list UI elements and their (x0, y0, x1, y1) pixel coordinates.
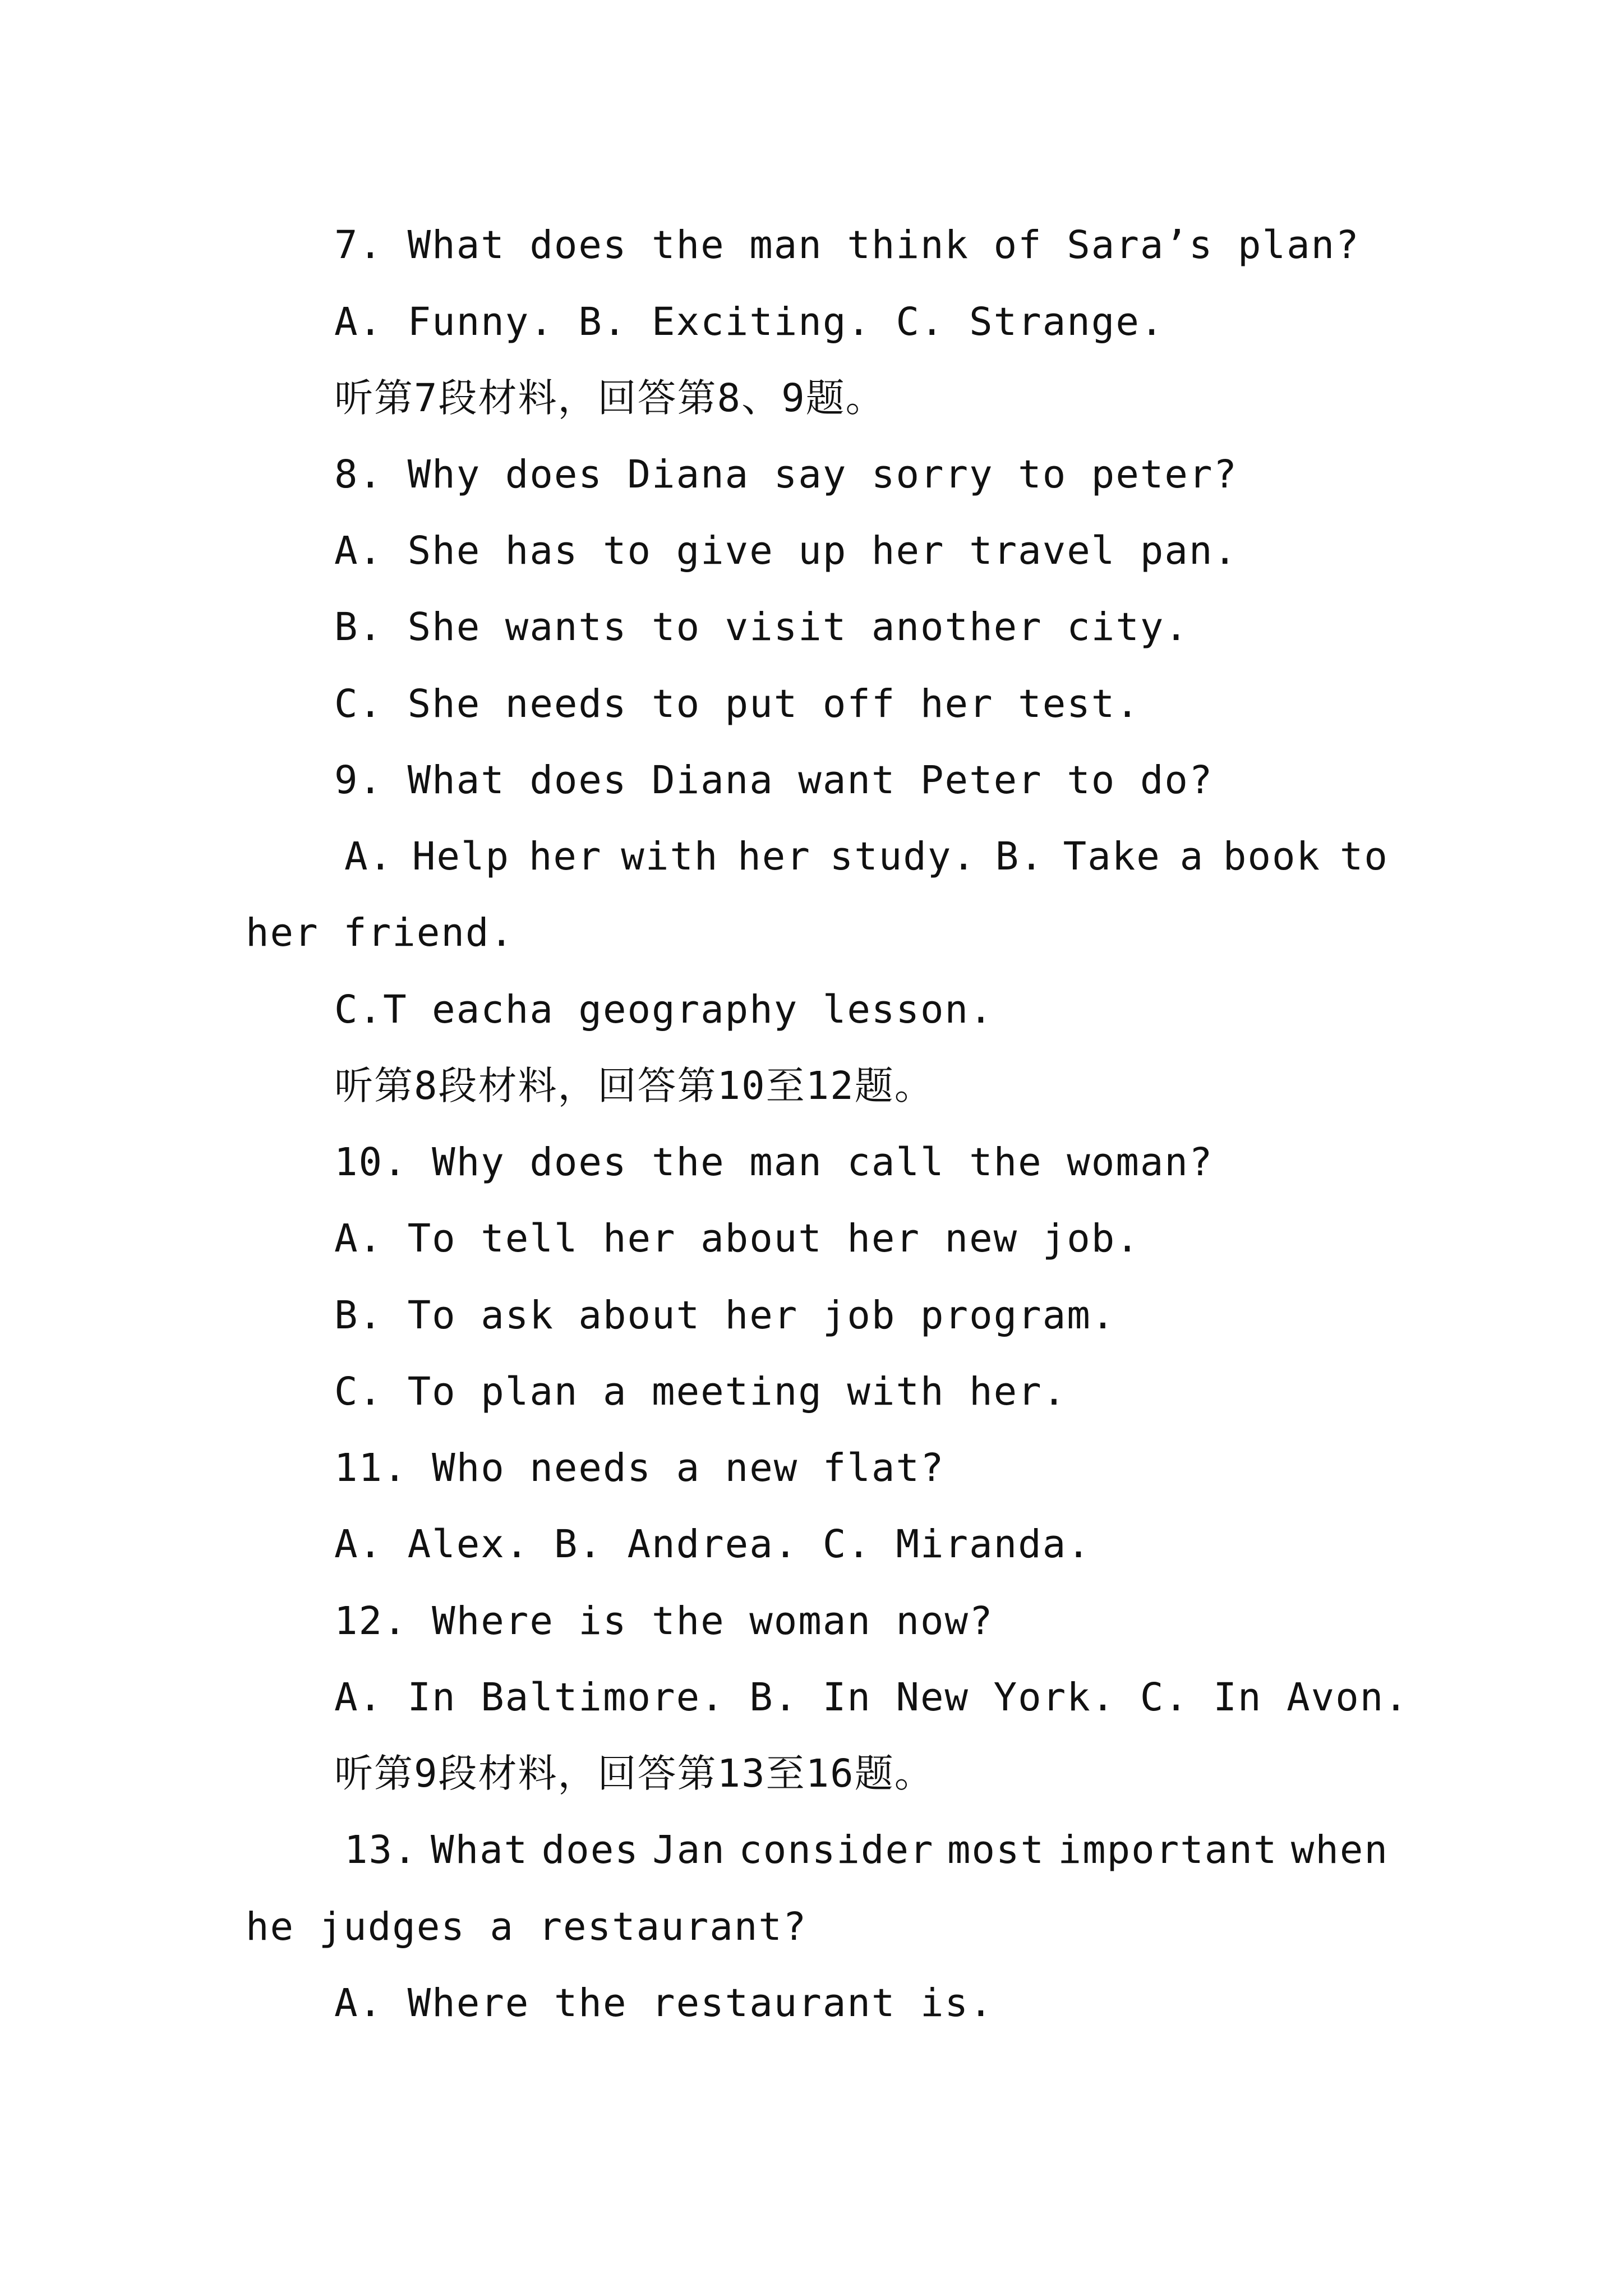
question-13-continued: he judges a restaurant? (246, 1904, 808, 1949)
justified-word: B. (995, 834, 1044, 879)
question-9-options-ab-continued: her friend. (246, 910, 514, 955)
justified-word: with (621, 834, 719, 879)
question-10-option-a: A. To tell her about her new job. (334, 1216, 1140, 1261)
section-8-instruction: 听第8段材料，回答第10至12题。 (334, 1064, 934, 1108)
question-7: 7. What does the man think of Sara’s plan? (334, 223, 1360, 268)
justified-word: Take (1063, 834, 1161, 879)
justified-word: What (431, 1828, 529, 1872)
justified-word: consider (739, 1828, 934, 1872)
justified-word: 13. (344, 1828, 418, 1872)
question-10-option-b: B. To ask about her job program. (334, 1293, 1116, 1338)
justified-word: a (1179, 834, 1205, 879)
justified-word: to (1339, 834, 1389, 879)
question-9-option-c: C.T eacha geography lesson. (334, 987, 994, 1032)
justified-word: A. (344, 834, 394, 879)
question-11: 11. Who needs a new flat? (334, 1446, 945, 1490)
question-9-options-ab (344, 831, 1389, 882)
question-13 (344, 1825, 1389, 1875)
justified-word: most (947, 1828, 1045, 1872)
justified-word: book (1223, 834, 1321, 879)
question-10-option-c: C. To plan a meeting with her. (334, 1369, 1067, 1414)
question-7-options: A. Funny. B. Exciting. C. Strange. (334, 300, 1165, 344)
question-8-option-c: C. She needs to put off her test. (334, 682, 1140, 726)
section-7-instruction: 听第7段材料，回答第8、9题。 (334, 376, 886, 421)
question-8-option-a: A. She has to give up her travel pan. (334, 528, 1238, 573)
justified-word: her (737, 834, 811, 879)
justified-word: Help (412, 834, 510, 879)
justified-word: her (528, 834, 602, 879)
question-9: 9. What does Diana want Peter to do? (334, 758, 1214, 803)
justified-word: when (1290, 1828, 1389, 1872)
justified-word: important (1058, 1828, 1278, 1872)
question-12-options: A. In Baltimore. B. In New York. C. In Avon. (334, 1675, 1409, 1720)
section-9-instruction: 听第9段材料，回答第13至16题。 (334, 1751, 934, 1796)
question-8: 8. Why does Diana say sorry to peter? (334, 452, 1238, 497)
justified-word: Jan (652, 1828, 726, 1872)
justified-word: study. (829, 834, 976, 879)
question-10: 10. Why does the man call the woman? (334, 1140, 1214, 1185)
question-13-option-a: A. Where the restaurant is. (334, 1981, 994, 2026)
question-11-options: A. Alex. B. Andrea. C. Miranda. (334, 1522, 1091, 1567)
justified-word: does (541, 1828, 639, 1872)
question-12: 12. Where is the woman now? (334, 1599, 994, 1644)
question-8-option-b: B. She wants to visit another city. (334, 605, 1189, 650)
